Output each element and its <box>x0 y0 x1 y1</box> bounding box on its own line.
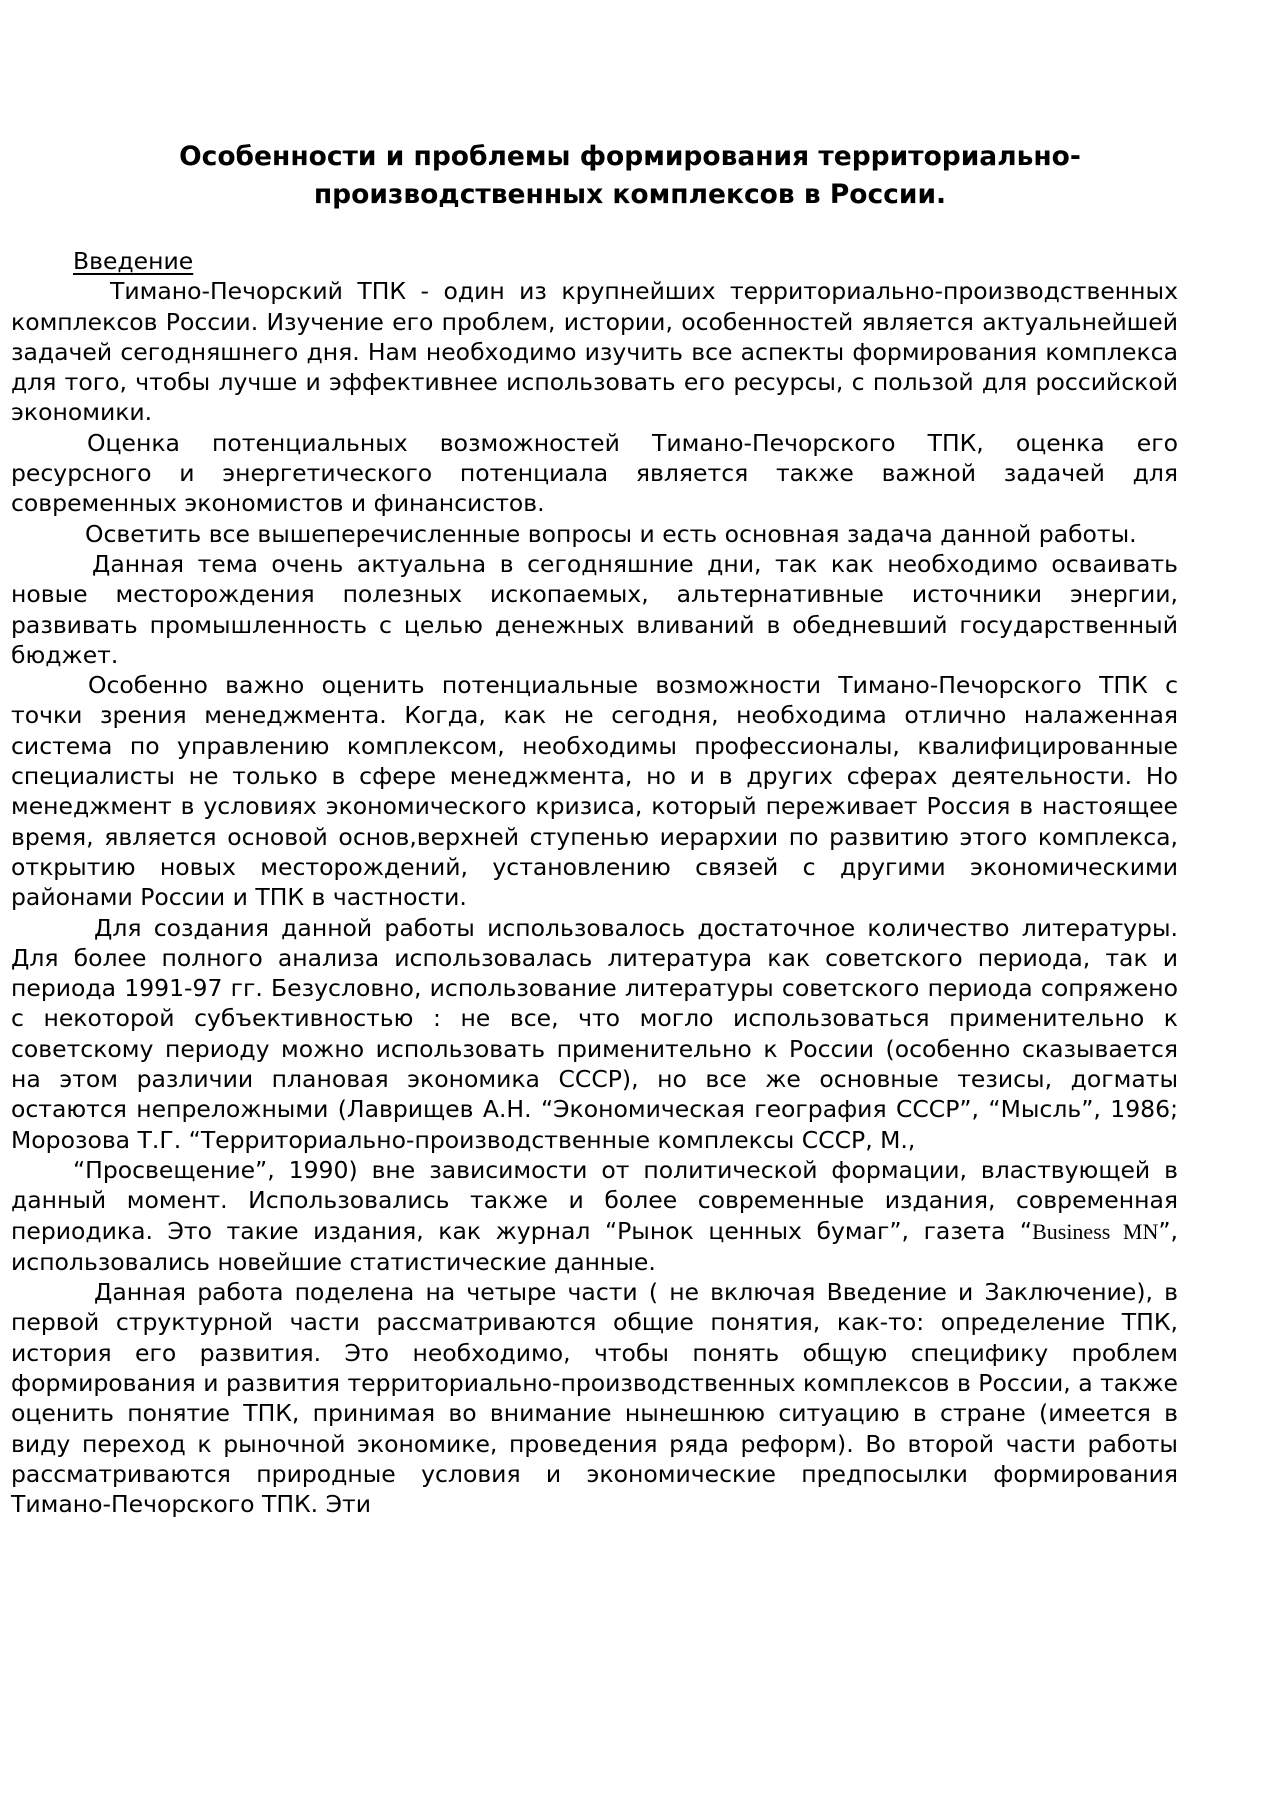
title-line-2: производственных комплексов в России. <box>313 179 947 210</box>
section-heading-introduction: Введение <box>73 247 194 275</box>
document-title <box>60 138 1200 214</box>
paragraph-6-continuation-end: ”, использовались новейшие статистические данные. <box>11 1216 1178 1276</box>
paragraph-4: Данная тема очень актуальна в сегодняшние дни, так как необходимо осваивать новые месторождения полезных ископаемых, альтернативные источники энергии, развивать промышленность с целью денежных вливаний в обедневший государственный бюджет. <box>11 549 1178 669</box>
paragraph-3: Осветить все вышеперечисленные вопросы и есть основная задача данной работы. <box>85 519 1137 548</box>
document-body <box>11 246 1178 1519</box>
title-line-1: Особенности и проблемы формирования территориально- <box>179 141 1081 172</box>
paragraph-6: Для создания данной работы использовалось достаточное количество литературы. Для более полного анализа использовалась литература как советского периода, так и периода 1991-97 гг. Безусловно, использование литературы советского периода сопряжено с некоторой субъективностью : не все, что могло использоваться применительно к советскому периоду можно использовать применительно к России (особенно сказывается на этом различии плановая экономика СССР), но все же основные тезисы, догматы остаются непреложными (Лаврищев А.Н. “Экономическая география СССР”, “Мысль”, 1986; Морозова Т.Г. “Территориально-производственные комплексы СССР, М., <box>11 913 1178 1154</box>
paragraph-5: Особенно важно оценить потенциальные возможности Тимано-Печорского ТПК с точки зрения менеджмента. Когда, как не сегодня, необходима отлично налаженная система по управлению комплексом, необходимы профессионалы, квалифицированные специалисты не только в сфере менеджмента, но и в других сферах деятельности. Но менеджмент в условиях экономического кризиса, который переживает Россия в настоящее время, является основой основ,верхней ступенью иерархии по развитию этого комплекса, открытию новых месторождений, установлению связей с другими экономическими районами России и ТПК в частности. <box>11 671 1178 912</box>
paragraph-2: Оценка потенциальных возможностей Тимано-Печорского ТПК, оценка его ресурсного и энергетического потенциала является также важной задачей для современных экономистов и финансистов. <box>11 428 1178 518</box>
paragraph-7: Данная работа поделена на четыре части ( не включая Введение и Заключение), в первой структурной части рассматриваются общие понятия, как-то: определение ТПК, история его развития. Это необходимо, чтобы понять общую специфику проблем формирования и развития территориально-производственных комплексов в России, а также оценить понятие ТПК, принимая во внимание нынешнюю ситуацию в стране (имеется в виду переход к рыночной экономике, проведения ряда реформ). Во второй части работы рассматриваются природные условия и экономические предпосылки формирования Тимано-Печорского ТПК. Эти <box>11 1278 1178 1519</box>
paragraph-6-continuation <box>11 1155 1178 1277</box>
paragraph-6-continuation-text: “Просвещение”, 1990) вне зависимости от политической формации, властвующей в данный момент. Использовались также и более современные издания, современная периодика. Это такие издания, как журнал “Рынок ценных бумаг”, газета “ <box>11 1155 1178 1245</box>
newspaper-name: Business MN <box>1032 1218 1159 1244</box>
paragraph-1: Тимано-Печорский ТПК - один из крупнейших территориально-производственных комплексов России. Изучение его проблем, истории, особенностей является актуальнейшей задачей сегодняшнего дня. Нам необходимо изучить все аспекты формирования комплекса для того, чтобы лучше и эффективнее использовать его ресурсы, с пользой для российской экономики. <box>11 277 1178 427</box>
